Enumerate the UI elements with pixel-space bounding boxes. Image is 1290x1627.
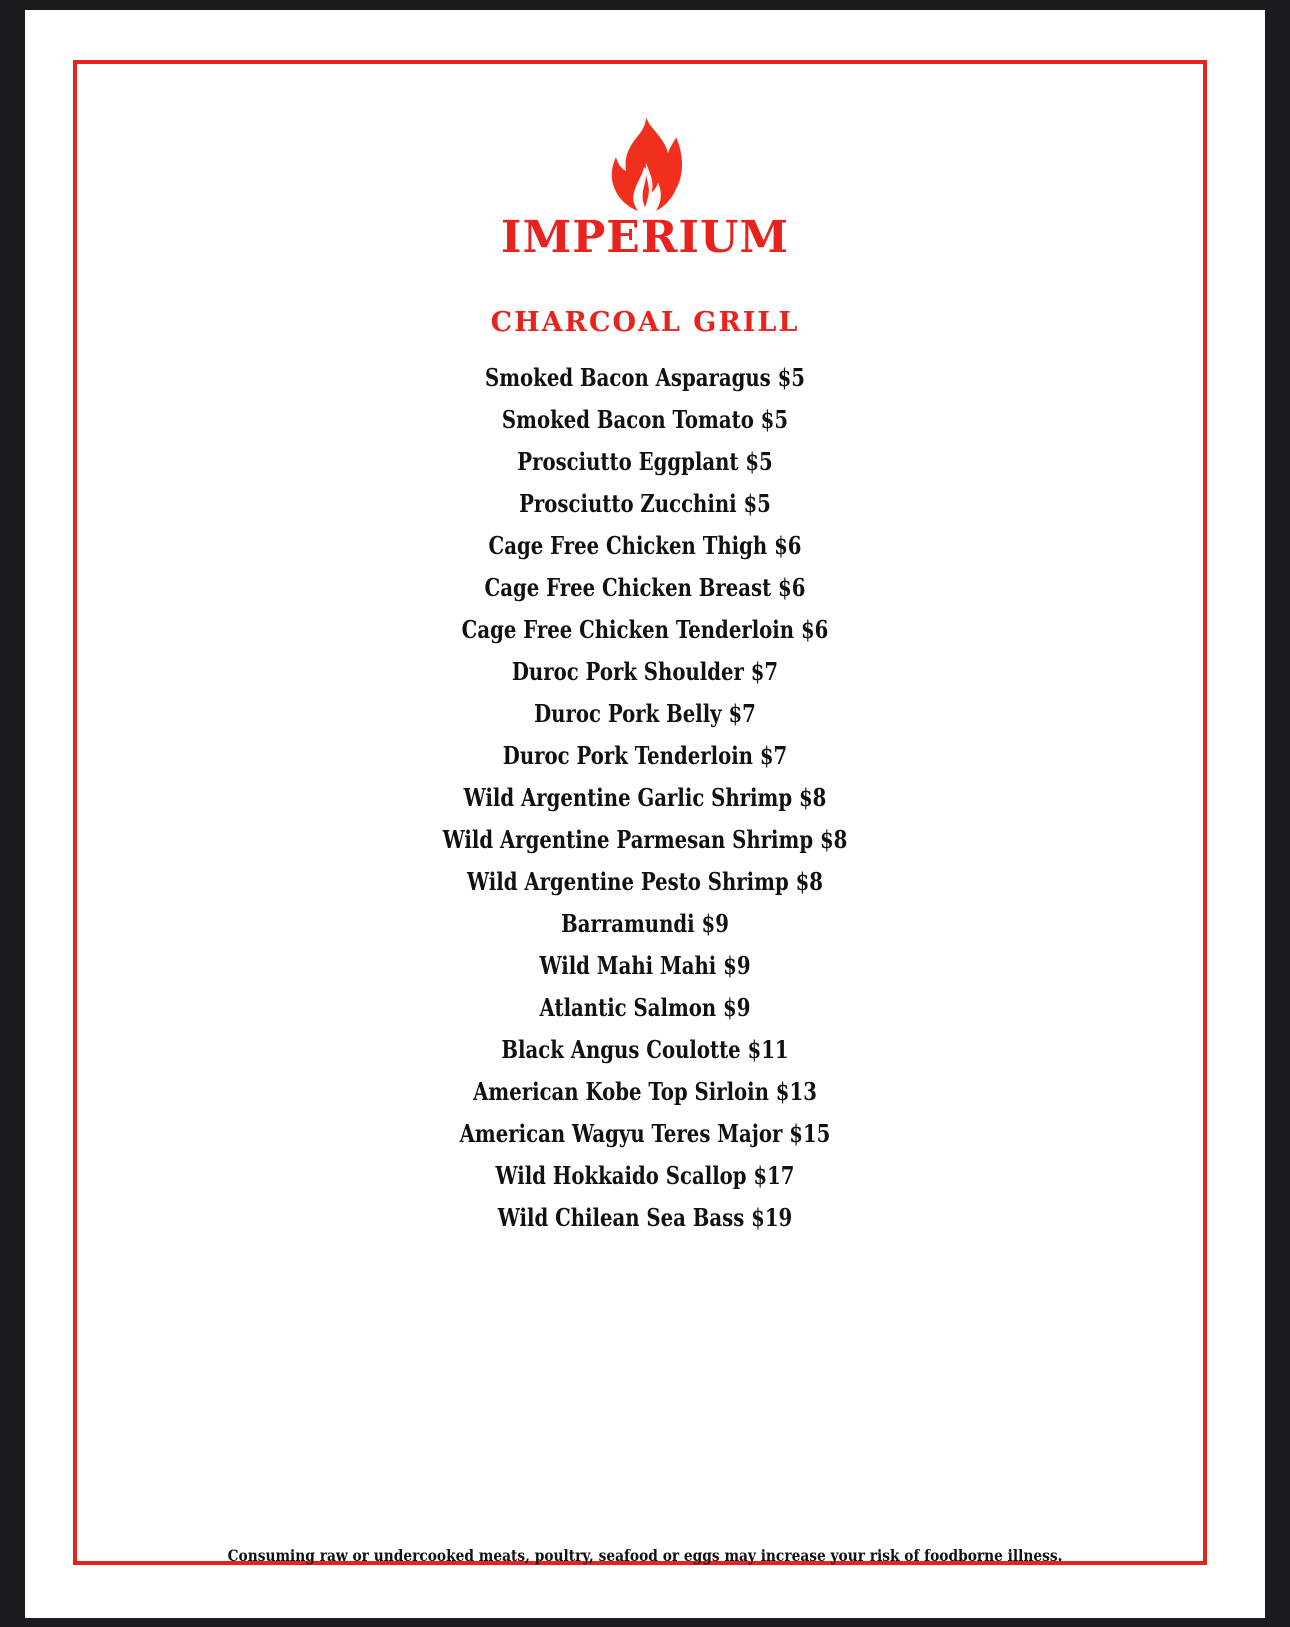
menu-item: Cage Free Chicken Thigh $6 [488,531,802,560]
section-title: CHARCOAL GRILL [490,307,800,338]
menu-item: Wild Chilean Sea Bass $19 [497,1203,793,1232]
menu-item: Wild Argentine Pesto Shrimp $8 [467,867,823,896]
menu-item: Atlantic Salmon $9 [539,993,751,1022]
foodborne-disclaimer: Consuming raw or undercooked meats, poultry, seafood or eggs may increase your risk of foodborne illness. [227,1546,1063,1565]
brand-logo [25,115,1265,263]
menu-item: Duroc Pork Belly $7 [534,699,756,728]
menu-item: Wild Mahi Mahi $9 [539,951,751,980]
menu-item: Wild Argentine Garlic Shrimp $8 [463,783,827,812]
flame-icon [606,115,684,213]
menu-item: Duroc Pork Shoulder $7 [511,657,779,686]
menu-item: Wild Argentine Parmesan Shrimp $8 [442,825,848,854]
menu-item: Smoked Bacon Asparagus $5 [485,363,805,392]
menu-page [25,10,1265,1618]
menu-item: Barramundi $9 [561,909,729,938]
menu-item: Cage Free Chicken Breast $6 [484,573,806,602]
menu-item: Smoked Bacon Tomato $5 [501,405,789,434]
menu-item: Prosciutto Zucchini $5 [519,489,771,518]
menu-list [25,357,1265,1239]
menu-item: American Wagyu Teres Major $15 [459,1119,831,1148]
menu-item: Cage Free Chicken Tenderloin $6 [461,615,829,644]
brand-name: IMPERIUM [500,212,790,263]
menu-item: Prosciutto Eggplant $5 [517,447,773,476]
menu-item: Duroc Pork Tenderloin $7 [502,741,788,770]
menu-item: American Kobe Top Sirloin $13 [473,1077,817,1106]
menu-item: Black Angus Coulotte $11 [501,1035,789,1064]
menu-item: Wild Hokkaido Scallop $17 [495,1161,795,1190]
